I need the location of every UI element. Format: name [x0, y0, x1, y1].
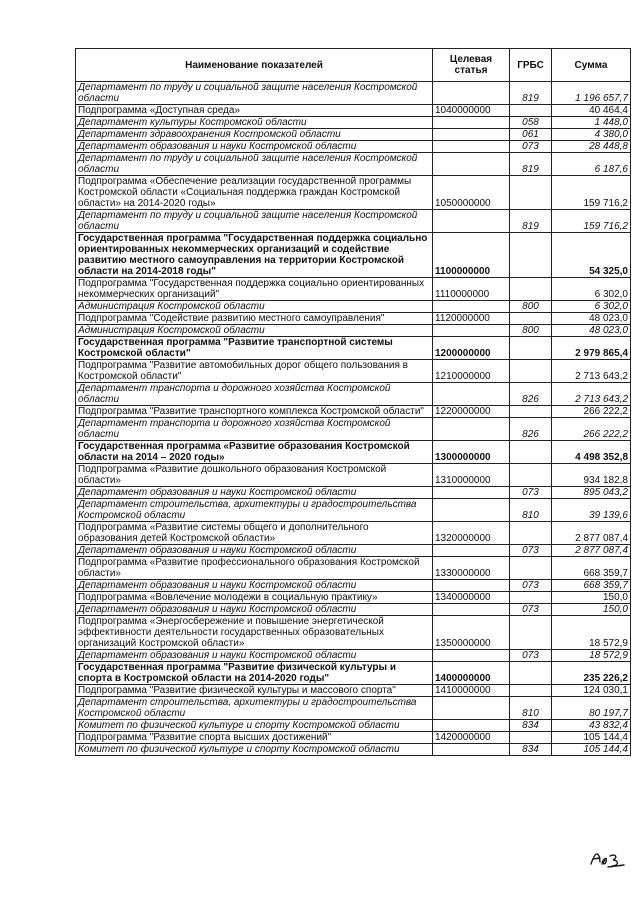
row-name: Подпрограмма "Содействие развитию местного самоуправления": [76, 313, 433, 325]
row-target-article: [433, 604, 510, 616]
row-target-article: [433, 697, 510, 720]
row-sum: 934 182,8: [552, 464, 631, 487]
table-row: [76, 176, 631, 210]
row-sum: 2 713 643,2: [552, 360, 631, 383]
row-grbs: 073: [510, 545, 552, 557]
row-target-article: 1300000000: [433, 441, 510, 464]
row-grbs: 800: [510, 325, 552, 337]
row-grbs: [510, 313, 552, 325]
table-row: [76, 82, 631, 105]
row-target-article: [433, 383, 510, 406]
table-row: [76, 105, 631, 117]
row-name: Подпрограмма «Развитие системы общего и дополнительного образования детей Костромской области»: [76, 522, 433, 545]
table-row: [76, 487, 631, 499]
row-target-article: [433, 301, 510, 313]
table-row: [76, 337, 631, 360]
row-sum: 54 325,0: [552, 233, 631, 278]
row-target-article: [433, 487, 510, 499]
row-target-article: 1350000000: [433, 616, 510, 650]
table-row: [76, 464, 631, 487]
header-name: Наименование показателей: [76, 49, 433, 82]
row-target-article: 1410000000: [433, 685, 510, 697]
row-name: Департамент образования и науки Костромской области: [76, 604, 433, 616]
row-grbs: 073: [510, 487, 552, 499]
row-sum: 895 043,2: [552, 487, 631, 499]
row-name: Подпрограмма «Развитие профессионального образования Костромской области»: [76, 557, 433, 580]
row-sum: 2 713 643,2: [552, 383, 631, 406]
row-target-article: 1100000000: [433, 233, 510, 278]
row-target-article: 1110000000: [433, 278, 510, 301]
header-grbs: ГРБС: [510, 49, 552, 82]
row-target-article: 1340000000: [433, 592, 510, 604]
row-grbs: 800: [510, 301, 552, 313]
table-row: [76, 580, 631, 592]
row-sum: 668 359,7: [552, 580, 631, 592]
row-grbs: 073: [510, 141, 552, 153]
table-row: [76, 744, 631, 756]
row-name: Департамент по труду и социальной защите населения Костромской области: [76, 210, 433, 233]
row-name: Департамент строительства, архитектуры и градостроительства Костромской области: [76, 499, 433, 522]
row-sum: 18 572,9: [552, 616, 631, 650]
table-row: [76, 685, 631, 697]
row-name: Подпрограмма «Энергосбережение и повышение энергетической эффективности деятельности государственных образовательных организаций Костромской области»: [76, 616, 433, 650]
row-grbs: [510, 522, 552, 545]
table-row: [76, 604, 631, 616]
row-grbs: 819: [510, 210, 552, 233]
row-sum: 105 144,4: [552, 732, 631, 744]
row-grbs: [510, 464, 552, 487]
row-grbs: [510, 616, 552, 650]
row-name: Подпрограмма «Развитие дошкольного образования Костромской области»: [76, 464, 433, 487]
table-row: [76, 301, 631, 313]
table-row: [76, 325, 631, 337]
row-grbs: [510, 278, 552, 301]
row-target-article: [433, 117, 510, 129]
row-grbs: 073: [510, 650, 552, 662]
row-name: Администрация Костромской области: [76, 301, 433, 313]
row-grbs: [510, 337, 552, 360]
row-name: Департамент по труду и социальной защите населения Костромской области: [76, 82, 433, 105]
row-name: Комитет по физической культуре и спорту Костромской области: [76, 720, 433, 732]
row-name: Подпрограмма "Развитие транспортного комплекса Костромской области": [76, 406, 433, 418]
row-name: Департамент здравоохранения Костромской области: [76, 129, 433, 141]
row-sum: 43 832,4: [552, 720, 631, 732]
table-row: [76, 592, 631, 604]
table-row: [76, 697, 631, 720]
row-sum: 6 187,6: [552, 153, 631, 176]
row-grbs: 826: [510, 383, 552, 406]
row-sum: 28 448,8: [552, 141, 631, 153]
row-target-article: 1040000000: [433, 105, 510, 117]
row-sum: 2 877 087,4: [552, 522, 631, 545]
row-name: Департамент образования и науки Костромской области: [76, 487, 433, 499]
table-row: [76, 557, 631, 580]
row-grbs: 058: [510, 117, 552, 129]
row-name: Подпрограмма "Государственная поддержка социально ориентированных некоммерческих организаций": [76, 278, 433, 301]
row-grbs: 810: [510, 499, 552, 522]
row-sum: 1 196 657,7: [552, 82, 631, 105]
row-sum: 150,0: [552, 592, 631, 604]
row-sum: 6 302,0: [552, 301, 631, 313]
table-row: [76, 545, 631, 557]
row-name: Государственная программа "Государственная поддержка социально ориентированных некоммерческих организаций и содействие развитию местного самоуправления на территории Костромской области на 2014-2018 годы": [76, 233, 433, 278]
row-sum: 18 572,9: [552, 650, 631, 662]
row-name: Подпрограмма "Развитие автомобильных дорог общего пользования в Костромской области": [76, 360, 433, 383]
table-row: [76, 233, 631, 278]
row-target-article: [433, 650, 510, 662]
table-row: [76, 117, 631, 129]
row-sum: 39 139,6: [552, 499, 631, 522]
row-grbs: 834: [510, 720, 552, 732]
header-target-article: Целевая статья: [433, 49, 510, 82]
row-grbs: [510, 233, 552, 278]
row-target-article: 1310000000: [433, 464, 510, 487]
row-grbs: [510, 592, 552, 604]
table-row: [76, 278, 631, 301]
row-sum: 159 716,2: [552, 176, 631, 210]
header-sum: Сумма: [552, 49, 631, 82]
row-grbs: [510, 105, 552, 117]
row-sum: 266 222,2: [552, 418, 631, 441]
row-target-article: [433, 720, 510, 732]
row-sum: 159 716,2: [552, 210, 631, 233]
table-row: [76, 650, 631, 662]
row-target-article: [433, 129, 510, 141]
row-name: Департамент образования и науки Костромской области: [76, 580, 433, 592]
row-name: Департамент транспорта и дорожного хозяйства Костромской области: [76, 418, 433, 441]
row-target-article: [433, 744, 510, 756]
row-name: Департамент транспорта и дорожного хозяйства Костромской области: [76, 383, 433, 406]
row-grbs: 819: [510, 153, 552, 176]
table-row: [76, 499, 631, 522]
row-target-article: 1120000000: [433, 313, 510, 325]
row-target-article: [433, 325, 510, 337]
row-sum: 1 448,0: [552, 117, 631, 129]
row-target-article: 1400000000: [433, 662, 510, 685]
table-row: [76, 360, 631, 383]
table-row: [76, 383, 631, 406]
row-sum: 48 023,0: [552, 313, 631, 325]
row-name: Подпрограмма «Обеспечение реализации государственной программы Костромской области «Социальная поддержка граждан Костромской области» на 2014-2020 годы»: [76, 176, 433, 210]
row-name: Государственная программа «Развитие образования Костромской области на 2014 – 2020 годы»: [76, 441, 433, 464]
row-name: Департамент по труду и социальной защите населения Костромской области: [76, 153, 433, 176]
row-target-article: [433, 418, 510, 441]
row-name: Подпрограмма «Доступная среда»: [76, 105, 433, 117]
row-target-article: 1200000000: [433, 337, 510, 360]
row-grbs: 834: [510, 744, 552, 756]
table-row: [76, 141, 631, 153]
table-row: [76, 441, 631, 464]
row-name: Департамент образования и науки Костромской области: [76, 545, 433, 557]
row-name: Подпрограмма "Развитие спорта высших достижений": [76, 732, 433, 744]
row-name: Департамент строительства, архитектуры и градостроительства Костромской области: [76, 697, 433, 720]
row-name: Администрация Костромской области: [76, 325, 433, 337]
row-grbs: [510, 732, 552, 744]
row-grbs: 810: [510, 697, 552, 720]
row-sum: 150,0: [552, 604, 631, 616]
table-row: [76, 732, 631, 744]
row-name: Подпрограмма «Вовлечение молодежи в социальную практику»: [76, 592, 433, 604]
row-sum: 235 226,2: [552, 662, 631, 685]
row-target-article: 1210000000: [433, 360, 510, 383]
row-grbs: [510, 662, 552, 685]
row-sum: 4 498 352,8: [552, 441, 631, 464]
row-sum: 266 222,2: [552, 406, 631, 418]
row-sum: 2 979 865,4: [552, 337, 631, 360]
row-sum: 668 359,7: [552, 557, 631, 580]
row-target-article: [433, 153, 510, 176]
table-row: [76, 720, 631, 732]
row-sum: 6 302,0: [552, 278, 631, 301]
row-target-article: 1420000000: [433, 732, 510, 744]
table-row: [76, 406, 631, 418]
row-grbs: 826: [510, 418, 552, 441]
row-sum: 48 023,0: [552, 325, 631, 337]
row-grbs: 073: [510, 580, 552, 592]
row-sum: 4 380,0: [552, 129, 631, 141]
table-row: [76, 313, 631, 325]
row-grbs: [510, 685, 552, 697]
row-grbs: 061: [510, 129, 552, 141]
table-row: [76, 153, 631, 176]
row-target-article: 1050000000: [433, 176, 510, 210]
row-grbs: [510, 176, 552, 210]
row-sum: 40 464,4: [552, 105, 631, 117]
row-sum: 2 877 087,4: [552, 545, 631, 557]
table-row: [76, 616, 631, 650]
row-target-article: [433, 545, 510, 557]
row-target-article: 1220000000: [433, 406, 510, 418]
table-body: [76, 82, 631, 756]
row-sum: 124 030,1: [552, 685, 631, 697]
row-grbs: 819: [510, 82, 552, 105]
row-name: Департамент образования и науки Костромской области: [76, 141, 433, 153]
row-target-article: [433, 499, 510, 522]
row-target-article: 1330000000: [433, 557, 510, 580]
row-name: Государственная программа "Развитие транспортной системы Костромской области": [76, 337, 433, 360]
row-target-article: 1320000000: [433, 522, 510, 545]
table-row: [76, 210, 631, 233]
row-grbs: [510, 406, 552, 418]
row-name: Государственная программа "Развитие физической культуры и спорта в Костромской области на 2014-2020 годы": [76, 662, 433, 685]
row-name: Департамент культуры Костромской области: [76, 117, 433, 129]
row-grbs: [510, 557, 552, 580]
table-header-row: [76, 49, 631, 82]
row-target-article: [433, 580, 510, 592]
table-row: [76, 662, 631, 685]
row-grbs: 073: [510, 604, 552, 616]
row-sum: 80 197,7: [552, 697, 631, 720]
row-grbs: [510, 360, 552, 383]
table-row: [76, 129, 631, 141]
row-name: Подпрограмма "Развитие физической культуры и массового спорта": [76, 685, 433, 697]
budget-table: [75, 48, 631, 756]
row-target-article: [433, 210, 510, 233]
handwritten-page-number: [588, 844, 628, 870]
row-target-article: [433, 82, 510, 105]
row-target-article: [433, 141, 510, 153]
row-grbs: [510, 441, 552, 464]
row-name: Комитет по физической культуре и спорту Костромской области: [76, 744, 433, 756]
table-row: [76, 418, 631, 441]
row-sum: 105 144,4: [552, 744, 631, 756]
table-row: [76, 522, 631, 545]
row-name: Департамент образования и науки Костромской области: [76, 650, 433, 662]
